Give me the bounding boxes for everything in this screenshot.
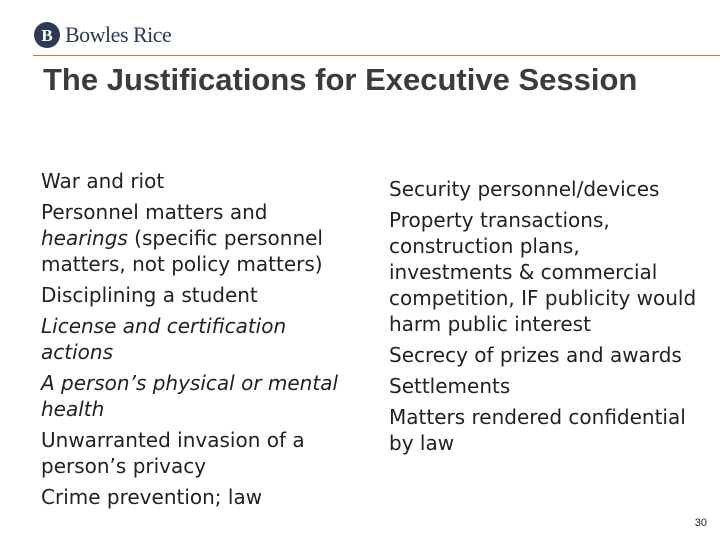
list-item: Property transactions, construction plans, investments & commercial competition, IF publicity would harm public interest: [389, 208, 697, 336]
slide-title: The Justifications for Executive Session: [43, 62, 638, 97]
logo-mark-icon: [33, 21, 61, 49]
list-item: Settlements: [389, 374, 511, 398]
list-item: Unwarranted invasion of a person’s privacy: [41, 428, 305, 478]
header-divider: [33, 55, 720, 56]
list-item: License and certification actions: [41, 314, 287, 364]
list-item-text: Personnel matters and: [41, 200, 268, 224]
list-item: War and riot: [41, 169, 165, 193]
list-item-text: (specific personnel matters, not policy matters): [41, 226, 323, 276]
left-column: [41, 168, 341, 515]
logo: [33, 19, 171, 51]
logo-text: Bowles Rice: [65, 22, 172, 47]
list-item: Secrecy of prizes and awards: [389, 343, 682, 367]
list-item: Crime prevention; law: [41, 485, 263, 509]
list-item: Security personnel/devices: [389, 177, 660, 201]
list-item: A person’s physical or mental health: [41, 371, 339, 421]
svg-text:B: B: [41, 26, 53, 45]
list-item: [41, 199, 341, 277]
list-item-emphasis: hearings: [41, 226, 128, 250]
right-column: [389, 176, 699, 461]
list-item: Disciplining a student: [41, 283, 258, 307]
list-item: Matters rendered confidential by law: [389, 405, 686, 455]
page-number: 30: [694, 517, 707, 529]
